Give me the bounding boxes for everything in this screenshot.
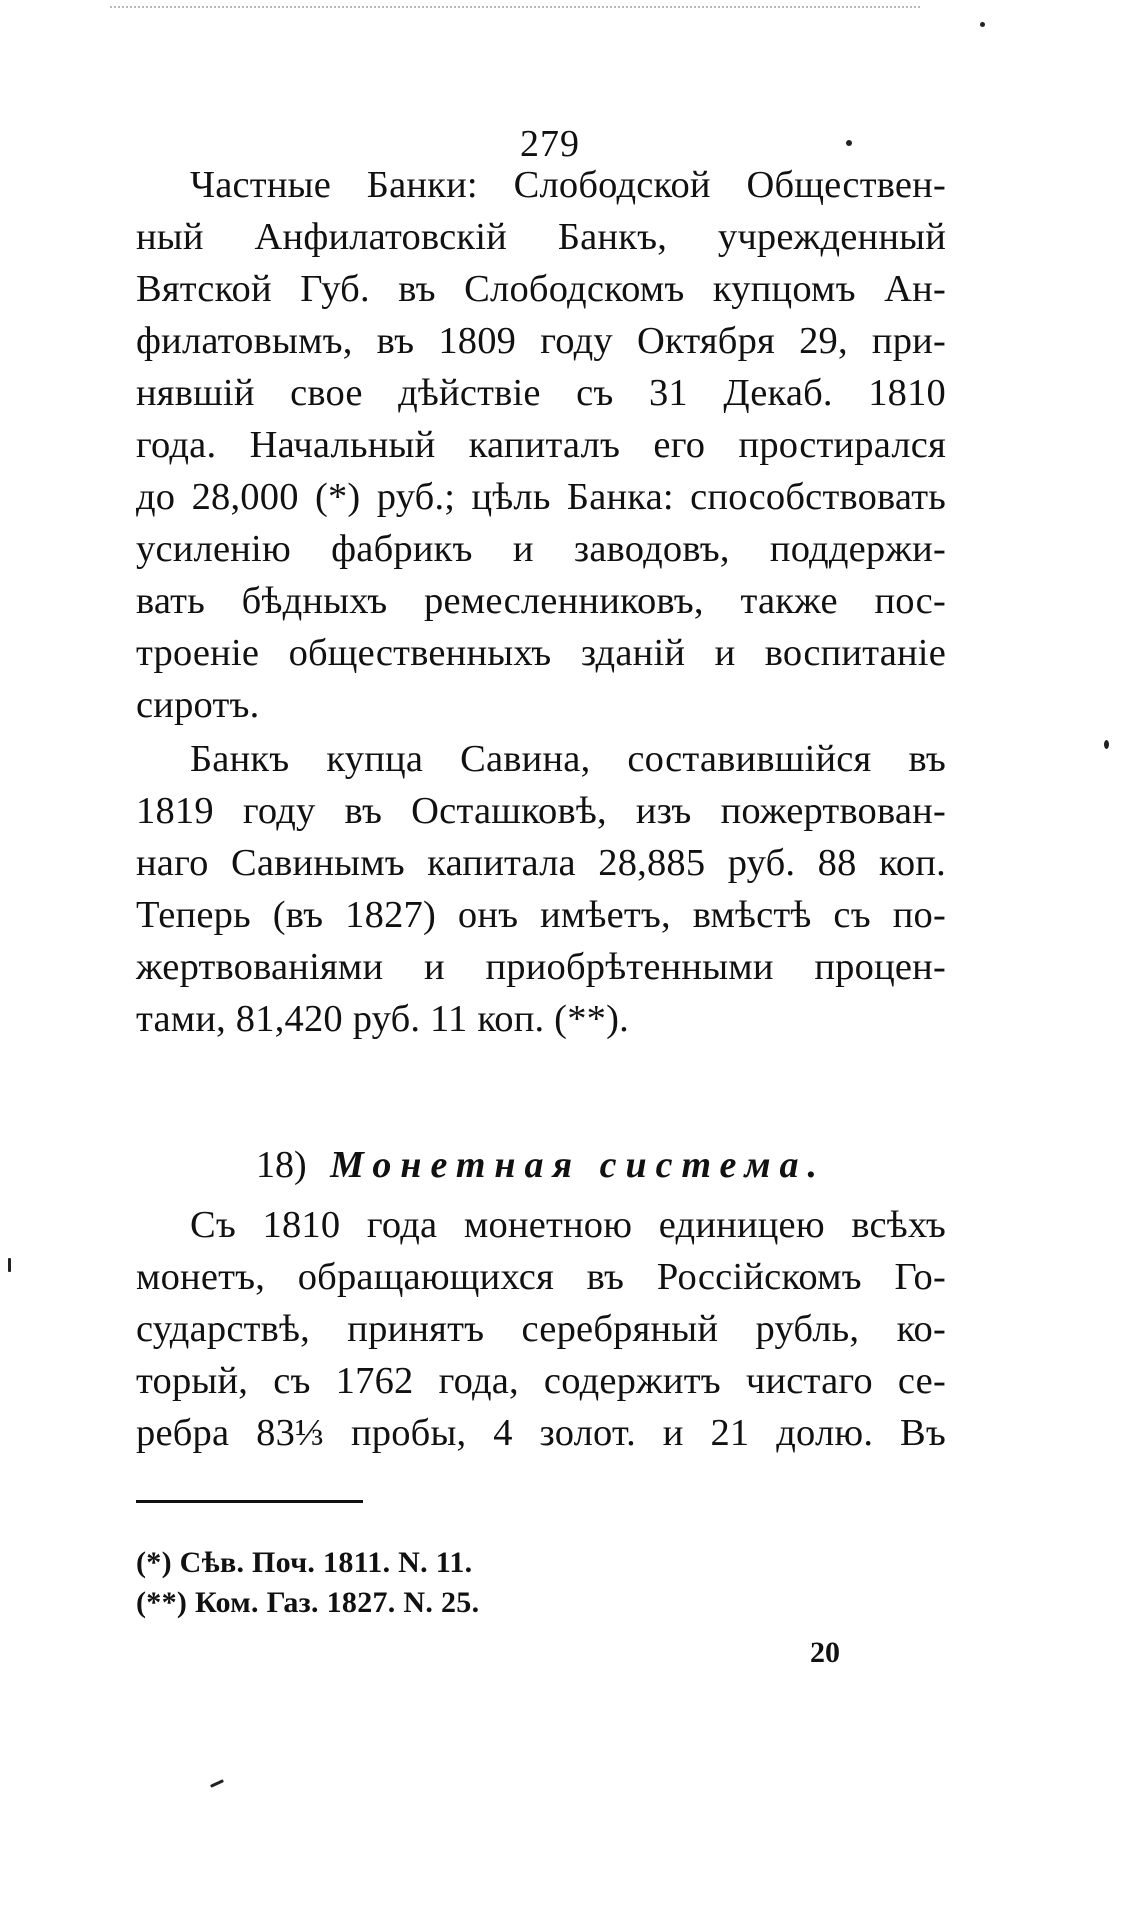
text-line-22: ребра 83⅓ пробы, 4 золот. и 21 долю. Въ	[136, 1412, 946, 1454]
text-line-19: монетъ, обращающихся въ Россійскомъ Го-	[136, 1256, 946, 1298]
text-line-18: Съ 1810 года монетною единицею всѣхъ	[190, 1204, 946, 1246]
text-line-21: торый, съ 1762 года, содержитъ чистаго се-	[136, 1360, 946, 1402]
section-title: Монетная система.	[330, 1144, 826, 1186]
footnote-separator	[136, 1500, 363, 1503]
text-line-8: усиленію фабрикъ и заводовъ, поддержи-	[136, 528, 946, 570]
text-line-9: вать бѣдныхъ ремесленниковъ, также пос-	[136, 580, 946, 622]
scan-speck	[210, 1779, 224, 1788]
top-edge-rule	[110, 6, 920, 8]
text-line-20: сударствѣ, принятъ серебряный рубль, ко-	[136, 1308, 946, 1350]
text-line-11: сиротъ.	[136, 684, 260, 726]
section-heading	[256, 1140, 946, 1190]
footnote-2: (**) Ком. Газ. 1827. N. 25.	[136, 1586, 480, 1619]
text-line-16: жертвованіями и приобрѣтенными процен-	[136, 946, 946, 988]
text-line-4: филатовымъ, въ 1809 году Октября 29, при-	[136, 320, 946, 362]
text-line-12: Банкъ купца Савина, составившійся въ	[190, 738, 946, 780]
text-line-14: наго Савинымъ капитала 28,885 руб. 88 коп.	[136, 842, 946, 884]
text-line-7: до 28,000 (*) руб.; цѣль Банка: способствовать	[136, 476, 946, 518]
text-line-17: тами, 81,420 руб. 11 коп. (**).	[136, 998, 629, 1040]
scan-speck	[1104, 740, 1109, 749]
signature-mark: 20	[810, 1636, 840, 1669]
text-line-15: Теперь (въ 1827) онъ имѣетъ, вмѣстѣ съ по-	[136, 894, 946, 936]
text-line-5: нявшій свое дѣйствіе съ 31 Декаб. 1810	[136, 372, 946, 414]
text-line-3: Вятской Губ. въ Слободскомъ купцомъ Ан-	[136, 268, 946, 310]
scan-speck	[980, 22, 985, 27]
scan-speck	[8, 1258, 11, 1272]
footnote-1: (*) Сѣв. Поч. 1811. N. 11.	[136, 1546, 473, 1579]
text-line-1: Частные Банки: Слободской Обществен-	[190, 164, 946, 206]
text-line-10: троеніе общественныхъ зданій и воспитаніе	[136, 632, 946, 674]
scan-speck	[846, 140, 852, 146]
text-line-13: 1819 году въ Осташковѣ, изъ пожертвован-	[136, 790, 946, 832]
page-number: 279	[520, 123, 580, 165]
text-line-2: ный Анфилатовскій Банкъ, учрежденный	[136, 216, 946, 258]
section-number: 18)	[256, 1144, 307, 1186]
text-line-6: года. Начальный капиталъ его простирался	[136, 424, 946, 466]
